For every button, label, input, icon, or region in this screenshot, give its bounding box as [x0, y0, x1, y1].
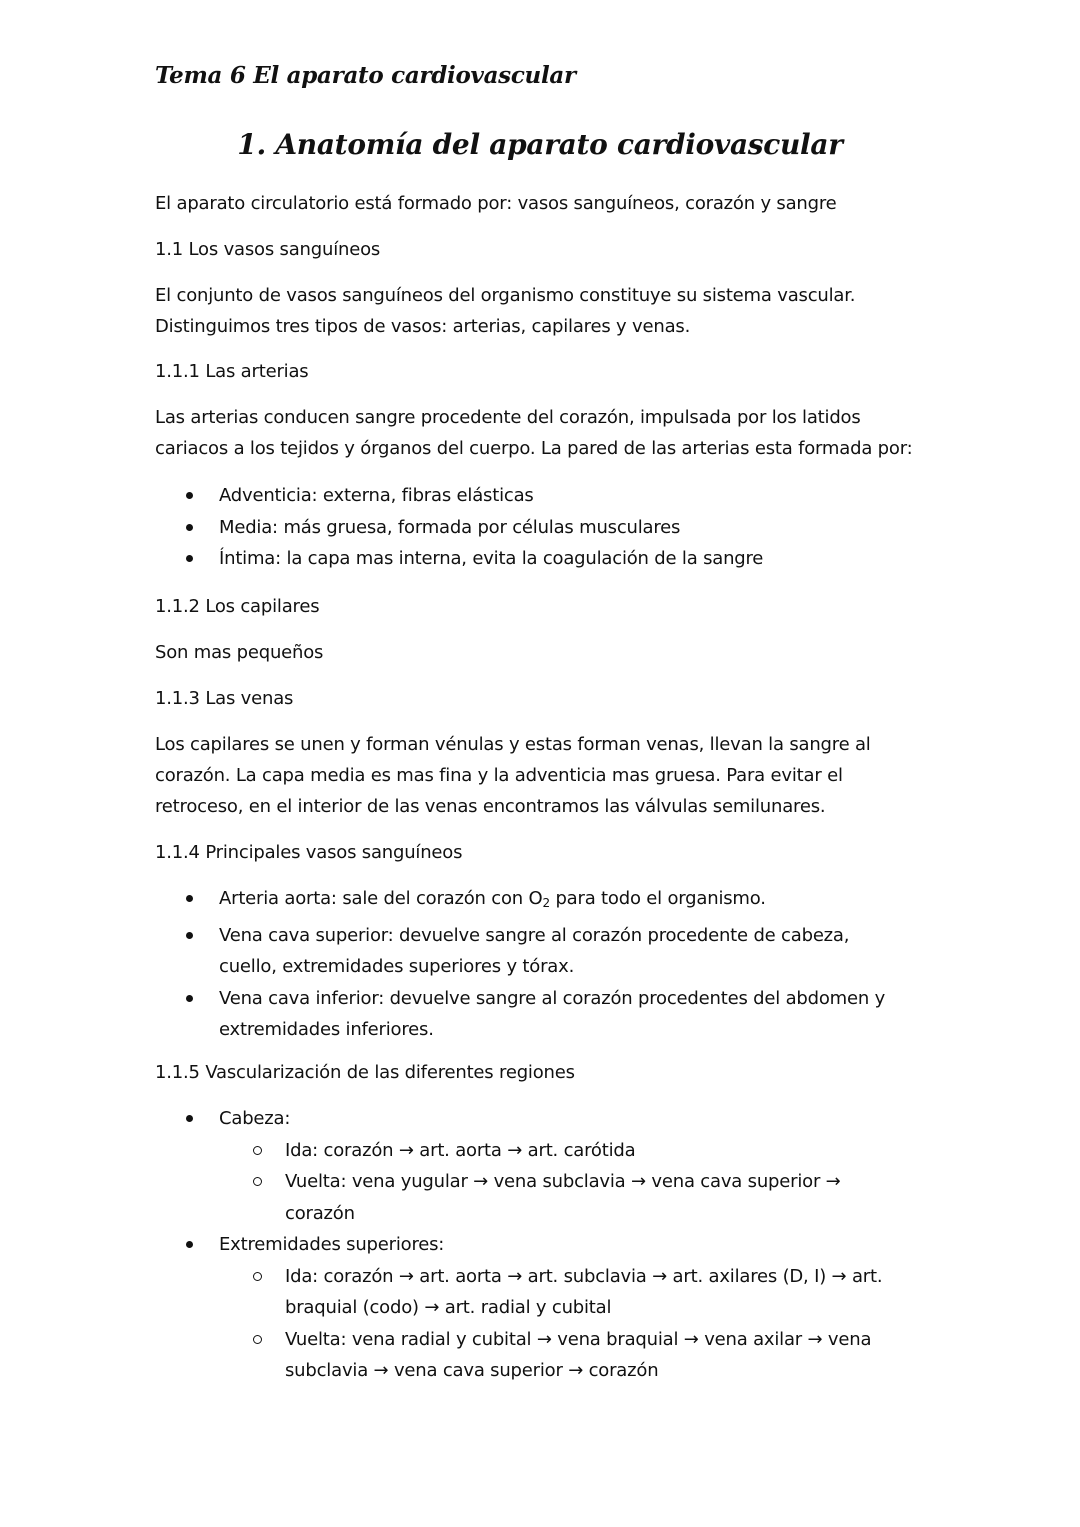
list-item: Ida: corazón → art. aorta → art. subclavia → art. axilares (D, I) → art. braquial (codo) → art. radial y cubital: [219, 1261, 895, 1324]
list-item: Media: más gruesa, formada por células musculares: [155, 512, 935, 544]
list-item: Vuelta: vena radial y cubital → vena braquial → vena axilar → vena subclavia → vena cava superior → corazón: [219, 1324, 895, 1387]
paragraph-venas: Los capilares se unen y forman vénulas y estas forman venas, llevan la sangre al corazón. La capa media es mas fina y la adventicia mas gruesa. Para evitar el retroceso, en el interior de las venas encontramos las válvulas semilunares.: [155, 734, 871, 817]
bullet-icon: [186, 1241, 193, 1248]
list-item: Extremidades superiores: Ida: corazón → art. aorta → art. subclavia → art. axilares (D, I) → art. braquial (codo) → art. radial y cubital Vuelta: vena radial y cubital → vena braquial → vena axilar → vena subclavia → vena cava superior → corazón: [155, 1229, 895, 1387]
bullet-icon: [186, 555, 193, 562]
paragraph-arterias: Las arterias conducen sangre procedente del corazón, impulsada por los latidos cariacos a los tejidos y órganos del cuerpo. La pared de las arterias esta formada por:: [155, 407, 913, 459]
circle-bullet-icon: [253, 1272, 262, 1281]
circle-bullet-icon: [253, 1335, 262, 1344]
heading-principales-vasos: 1.1.4 Principales vasos sanguíneos: [155, 842, 463, 863]
extremidades-sublist: [219, 1261, 895, 1387]
list-item: Vuelta: vena yugular → vena subclavia → vena cava superior → corazón: [219, 1166, 895, 1229]
list-item: Cabeza: Ida: corazón → art. aorta → art. carótida Vuelta: vena yugular → vena subclavia → vena cava superior → corazón: [155, 1103, 895, 1229]
circle-bullet-icon: [253, 1146, 262, 1155]
intro-paragraph: El aparato circulatorio está formado por: vasos sanguíneos, corazón y sangre: [155, 193, 837, 214]
bullet-icon: [186, 995, 193, 1002]
bullet-icon: [186, 492, 193, 499]
arterias-layer-list: [155, 480, 935, 575]
heading-venas: 1.1.3 Las venas: [155, 688, 294, 709]
heading-capilares: 1.1.2 Los capilares: [155, 596, 320, 617]
cabeza-sublist: [219, 1135, 895, 1230]
topic-title: Tema 6 El aparato cardiovascular: [155, 62, 576, 89]
heading-vascularizacion: 1.1.5 Vascularización de las diferentes regiones: [155, 1062, 575, 1083]
paragraph-capilares: Son mas pequeños: [155, 642, 324, 663]
principales-vasos-list: [155, 883, 895, 1046]
bullet-icon: [186, 1115, 193, 1122]
paragraph-vasos-sanguineos: El conjunto de vasos sanguíneos del organismo constituye su sistema vascular. Distinguimos tres tipos de vasos: arterias, capilares y venas.: [155, 285, 856, 337]
bullet-icon: [186, 895, 193, 902]
list-item: Arteria aorta: sale del corazón con $O_2$ para todo el organismo.: [155, 883, 895, 920]
heading-arterias: 1.1.1 Las arterias: [155, 361, 309, 382]
heading-vasos-sanguineos: 1.1 Los vasos sanguíneos: [155, 239, 381, 260]
list-item: Vena cava inferior: devuelve sangre al corazón procedentes del abdomen y extremidades inferiores.: [155, 983, 895, 1046]
list-item: Íntima: la capa mas interna, evita la coagulación de la sangre: [155, 543, 935, 575]
section-title: 1. Anatomía del aparato cardiovascular: [237, 128, 843, 161]
bullet-icon: [186, 932, 193, 939]
list-item: Adventicia: externa, fibras elásticas: [155, 480, 935, 512]
list-item: Vena cava superior: devuelve sangre al corazón procedente de cabeza, cuello, extremidades superiores y tórax.: [155, 920, 895, 983]
circle-bullet-icon: [253, 1177, 262, 1186]
list-item: Ida: corazón → art. aorta → art. carótida: [219, 1135, 895, 1167]
vascularizacion-list: [155, 1103, 895, 1387]
bullet-icon: [186, 524, 193, 531]
